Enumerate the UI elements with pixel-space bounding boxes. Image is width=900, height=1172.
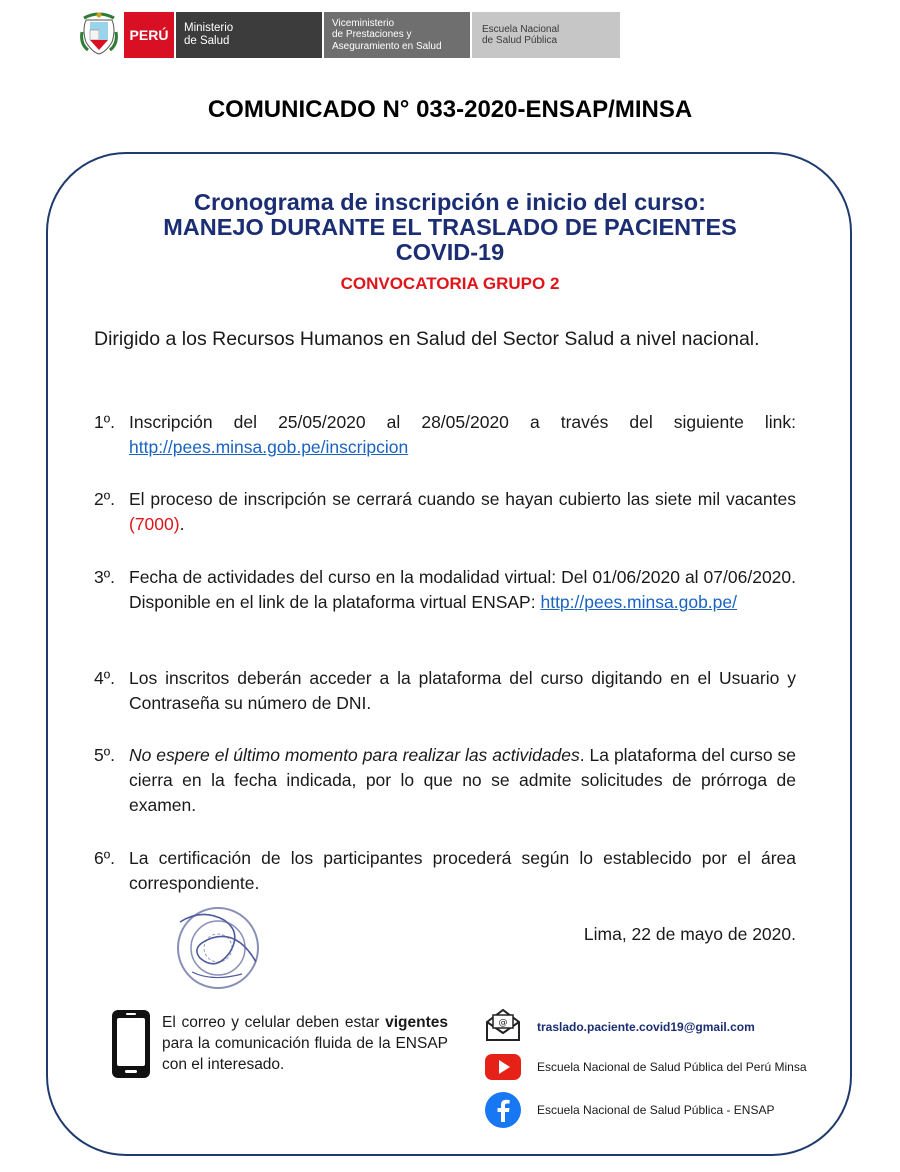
list-item: 2º. El proceso de inscripción se cerrará cuando se hayan cubierto las siete mil vacantes (7000). xyxy=(94,487,796,537)
official-stamp-icon xyxy=(172,902,264,994)
document-date: Lima, 22 de mayo de 2020. xyxy=(583,924,796,944)
email-icon xyxy=(484,1006,522,1044)
item-number: 5º. xyxy=(94,745,115,765)
viceministerio-logo: Viceministerio de Prestaciones y Aseguramiento en Salud xyxy=(324,12,470,58)
inscripcion-link[interactable]: http://pees.minsa.gob.pe/inscripcion xyxy=(129,437,409,457)
content-frame xyxy=(46,152,852,1156)
convocatoria-label: CONVOCATORIA GRUPO 2 xyxy=(340,274,560,293)
header-logos xyxy=(80,10,620,60)
list-item: 6º. La certificación de los participantes procederá según lo establecido por el área correspondiente. xyxy=(94,846,796,896)
youtube-channel[interactable]: Escuela Nacional de Salud Pública del Perú Minsa xyxy=(537,1060,807,1074)
course-title: Cronograma de inscripción e inicio del curso: MANEJO DURANTE EL TRASLADO DE PACIENTES COVID-19 xyxy=(163,189,737,265)
list-item: 4º. Los inscritos deberán acceder a la plataforma del curso digitando en el Usuario y Contraseña su número de DNI. xyxy=(94,666,796,716)
item-number: 3º. xyxy=(94,567,115,587)
facebook-icon xyxy=(484,1091,522,1129)
svg-text:@: @ xyxy=(498,1018,508,1028)
document-title: COMUNICADO N° 033-2020-ENSAP/MINSA xyxy=(207,96,693,123)
item-number: 2º. xyxy=(94,489,115,509)
peru-coat-of-arms-icon xyxy=(80,10,118,56)
email-address[interactable]: traslado.paciente.covid19@gmail.com xyxy=(537,1020,755,1034)
ministerio-logo: Ministerio de Salud xyxy=(176,12,322,58)
plataforma-link[interactable]: http://pees.minsa.gob.pe/ xyxy=(540,592,737,612)
youtube-icon xyxy=(484,1048,522,1086)
contact-notice: El correo y celular deben estar vigentes para la comunicación fluida de la ENSAP con el interesado. xyxy=(162,1014,449,1073)
item-number: 1º. xyxy=(94,412,115,432)
escuela-logo: Escuela Nacional de Salud Pública xyxy=(472,12,620,58)
peru-logo: PERÚ xyxy=(124,12,174,58)
list-item: 1º. Inscripción del 25/05/2020 al 28/05/2020 a través del siguiente link: http://pees.minsa.gob.pe/inscripcion xyxy=(94,410,796,460)
intro-paragraph: Dirigido a los Recursos Humanos en Salud del Sector Salud a nivel nacional. xyxy=(94,328,760,350)
item-number: 4º. xyxy=(94,668,115,688)
vacantes-count: (7000) xyxy=(129,514,180,534)
facebook-page[interactable]: Escuela Nacional de Salud Pública - ENSAP xyxy=(537,1103,775,1117)
list-item: 5º. No espere el último momento para realizar las actividades. La plataforma del curso se cierra en la fecha indicada, por lo que no se admite solicitudes de prórroga de examen. xyxy=(94,743,796,818)
list-item: 3º. Fecha de actividades del curso en la modalidad virtual: Del 01/06/2020 al 07/06/2020. Disponible en el link de la plataforma virtual ENSAP: http://pees.minsa.gob.pe/ xyxy=(94,565,796,615)
mobile-phone-icon xyxy=(110,1008,152,1080)
item-number: 6º. xyxy=(94,848,115,868)
